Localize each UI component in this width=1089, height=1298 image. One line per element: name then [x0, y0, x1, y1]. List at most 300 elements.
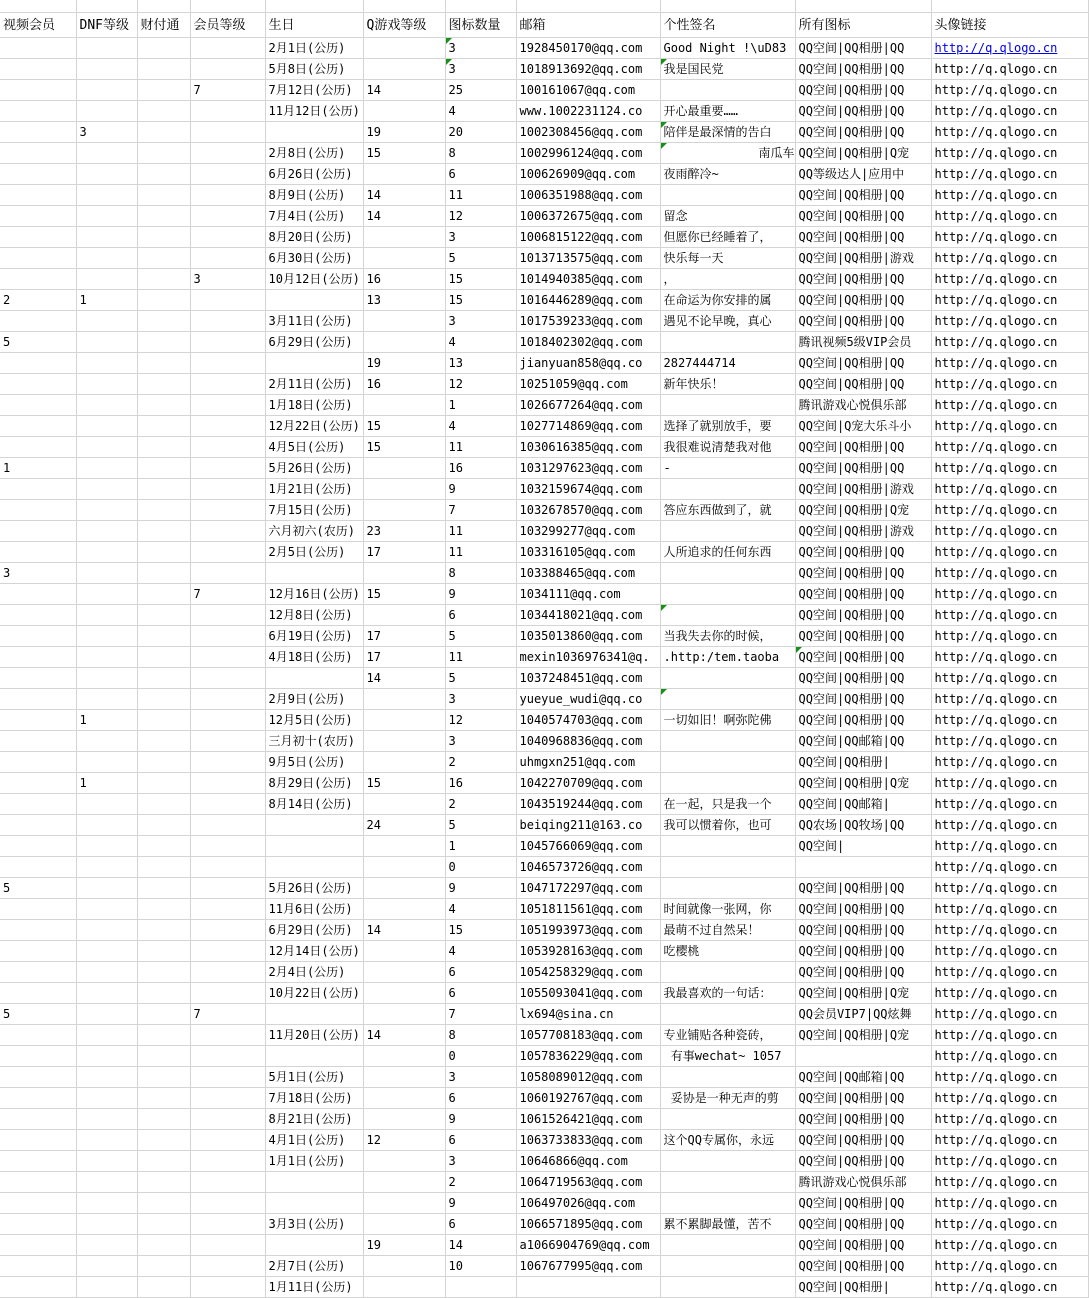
- cell-birthday[interactable]: 6月29日(公历): [265, 332, 363, 353]
- cell-video_vip[interactable]: [0, 185, 76, 206]
- cell-video_vip[interactable]: [0, 164, 76, 185]
- column-header-signature[interactable]: 个性签名: [660, 13, 795, 38]
- cell-signature[interactable]: 当我失去你的时候，: [660, 626, 795, 647]
- cell-signature[interactable]: [660, 1151, 795, 1172]
- cell-email[interactable]: 1055093041@qq.com: [516, 983, 660, 1004]
- cell-email[interactable]: 10251059@qq.com: [516, 374, 660, 395]
- cell-icon_count[interactable]: 6: [445, 1088, 516, 1109]
- cell-email[interactable]: yueyue_wudi@qq.co: [516, 689, 660, 710]
- cell-email[interactable]: 10646866@qq.com: [516, 1151, 660, 1172]
- cell-email[interactable]: 1013713575@qq.com: [516, 248, 660, 269]
- cell-game_level[interactable]: [363, 941, 445, 962]
- cell-game_level[interactable]: [363, 1172, 445, 1193]
- cell-email[interactable]: 1066571895@qq.com: [516, 1214, 660, 1235]
- cell-game_level[interactable]: [363, 500, 445, 521]
- cell-avatar_url[interactable]: http://q.qlogo.cn: [931, 605, 1088, 626]
- cell-email[interactable]: 1043519244@qq.com: [516, 794, 660, 815]
- cell-signature[interactable]: [660, 1277, 795, 1298]
- cell-video_vip[interactable]: [0, 731, 76, 752]
- cell-video_vip[interactable]: [0, 710, 76, 731]
- cell-tenpay[interactable]: [137, 1235, 190, 1256]
- cell-signature[interactable]: 有事wechat~ 1057: [660, 1046, 795, 1067]
- column-header-birthday[interactable]: 生日: [265, 13, 363, 38]
- cell-icon_count[interactable]: 8: [445, 1025, 516, 1046]
- cell-avatar_url[interactable]: http://q.qlogo.cn: [931, 689, 1088, 710]
- cell-tenpay[interactable]: [137, 794, 190, 815]
- cell-birthday[interactable]: 三月初十(农历): [265, 731, 363, 752]
- cell-icon_count[interactable]: 3: [445, 689, 516, 710]
- cell-dnf_level[interactable]: [76, 899, 137, 920]
- cell-tenpay[interactable]: [137, 311, 190, 332]
- cell-email[interactable]: 1032678570@qq.com: [516, 500, 660, 521]
- cell-game_level[interactable]: [363, 794, 445, 815]
- cell-signature[interactable]: [660, 1172, 795, 1193]
- cell-email[interactable]: 1051811561@qq.com: [516, 899, 660, 920]
- cell-tenpay[interactable]: [137, 773, 190, 794]
- cell-game_level[interactable]: 19: [363, 1235, 445, 1256]
- cell-tenpay[interactable]: [137, 101, 190, 122]
- cell-icons[interactable]: QQ空间|QQ相册|Q宠: [795, 773, 931, 794]
- cell-dnf_level[interactable]: 3: [76, 122, 137, 143]
- cell-game_level[interactable]: [363, 227, 445, 248]
- cell-signature[interactable]: [660, 563, 795, 584]
- cell-video_vip[interactable]: [0, 1067, 76, 1088]
- cell-vip_level[interactable]: [190, 437, 265, 458]
- cell-avatar_url[interactable]: http://q.qlogo.cn: [931, 962, 1088, 983]
- cell-signature[interactable]: [660, 605, 795, 626]
- cell-signature[interactable]: [660, 584, 795, 605]
- cell-tenpay[interactable]: [137, 857, 190, 878]
- cell-dnf_level[interactable]: [76, 1235, 137, 1256]
- cell-video_vip[interactable]: [0, 353, 76, 374]
- cell-avatar_url[interactable]: http://q.qlogo.cn: [931, 122, 1088, 143]
- cell-email[interactable]: 1018402302@qq.com: [516, 332, 660, 353]
- cell-avatar_url[interactable]: http://q.qlogo.cn: [931, 332, 1088, 353]
- cell-avatar_url[interactable]: http://q.qlogo.cn: [931, 416, 1088, 437]
- column-header-vip_level[interactable]: 会员等级: [190, 13, 265, 38]
- cell-dnf_level[interactable]: [76, 164, 137, 185]
- cell-icons[interactable]: QQ空间|QQ相册|QQ: [795, 290, 931, 311]
- cell-birthday[interactable]: 8月14日(公历): [265, 794, 363, 815]
- cell-icon_count[interactable]: 5: [445, 248, 516, 269]
- cell-birthday[interactable]: 8月9日(公历): [265, 185, 363, 206]
- cell-birthday[interactable]: [265, 290, 363, 311]
- cell-icons[interactable]: QQ空间|QQ相册|QQ: [795, 122, 931, 143]
- partial-cell-tenpay[interactable]: [137, 0, 190, 13]
- cell-signature[interactable]: 时间就像一张网，你: [660, 899, 795, 920]
- cell-vip_level[interactable]: [190, 1025, 265, 1046]
- cell-birthday[interactable]: [265, 563, 363, 584]
- cell-dnf_level[interactable]: [76, 1130, 137, 1151]
- cell-dnf_level[interactable]: [76, 500, 137, 521]
- cell-tenpay[interactable]: [137, 584, 190, 605]
- cell-avatar_url[interactable]: http://q.qlogo.cn: [931, 1046, 1088, 1067]
- cell-vip_level[interactable]: 7: [190, 80, 265, 101]
- cell-tenpay[interactable]: [137, 941, 190, 962]
- cell-signature[interactable]: [660, 1004, 795, 1025]
- cell-email[interactable]: 1053928163@qq.com: [516, 941, 660, 962]
- cell-game_level[interactable]: 23: [363, 521, 445, 542]
- cell-tenpay[interactable]: [137, 248, 190, 269]
- cell-tenpay[interactable]: [137, 1088, 190, 1109]
- cell-icon_count[interactable]: 16: [445, 458, 516, 479]
- cell-avatar_url[interactable]: http://q.qlogo.cn: [931, 731, 1088, 752]
- cell-email[interactable]: 1058089012@qq.com: [516, 1067, 660, 1088]
- cell-video_vip[interactable]: [0, 983, 76, 1004]
- cell-icon_count[interactable]: 13: [445, 353, 516, 374]
- cell-signature[interactable]: 一切如旧！啊弥陀佛: [660, 710, 795, 731]
- cell-icons[interactable]: QQ空间|QQ相册|QQ: [795, 1109, 931, 1130]
- partial-cell-icon_count[interactable]: [445, 0, 516, 13]
- cell-icons[interactable]: QQ空间|QQ相册|QQ: [795, 647, 931, 668]
- cell-email[interactable]: 1037248451@qq.com: [516, 668, 660, 689]
- cell-birthday[interactable]: 7月18日(公历): [265, 1088, 363, 1109]
- cell-birthday[interactable]: 8月21日(公历): [265, 1109, 363, 1130]
- cell-tenpay[interactable]: [137, 1004, 190, 1025]
- cell-video_vip[interactable]: [0, 899, 76, 920]
- cell-signature[interactable]: -: [660, 458, 795, 479]
- cell-signature[interactable]: 遇见不论早晚，真心: [660, 311, 795, 332]
- cell-game_level[interactable]: 14: [363, 1025, 445, 1046]
- cell-email[interactable]: 1030616385@qq.com: [516, 437, 660, 458]
- cell-tenpay[interactable]: [137, 1046, 190, 1067]
- cell-birthday[interactable]: 2月4日(公历): [265, 962, 363, 983]
- column-header-icon_count[interactable]: 图标数量: [445, 13, 516, 38]
- cell-video_vip[interactable]: [0, 752, 76, 773]
- cell-signature[interactable]: 人所追求的任何东西: [660, 542, 795, 563]
- partial-cell-birthday[interactable]: [265, 0, 363, 13]
- cell-icons[interactable]: QQ会员VIP7|QQ炫舞: [795, 1004, 931, 1025]
- cell-dnf_level[interactable]: [76, 668, 137, 689]
- cell-avatar_url[interactable]: http://q.qlogo.cn: [931, 941, 1088, 962]
- cell-vip_level[interactable]: [190, 773, 265, 794]
- cell-birthday[interactable]: [265, 1046, 363, 1067]
- cell-dnf_level[interactable]: [76, 542, 137, 563]
- cell-avatar_url[interactable]: http://q.qlogo.cn: [931, 647, 1088, 668]
- cell-icon_count[interactable]: 4: [445, 332, 516, 353]
- cell-video_vip[interactable]: [0, 1046, 76, 1067]
- cell-tenpay[interactable]: [137, 227, 190, 248]
- cell-vip_level[interactable]: [190, 1256, 265, 1277]
- cell-icons[interactable]: QQ空间|QQ相册|QQ: [795, 1256, 931, 1277]
- cell-game_level[interactable]: [363, 731, 445, 752]
- cell-game_level[interactable]: [363, 1109, 445, 1130]
- cell-vip_level[interactable]: [190, 920, 265, 941]
- cell-icons[interactable]: QQ空间|QQ相册|QQ: [795, 605, 931, 626]
- cell-game_level[interactable]: 15: [363, 416, 445, 437]
- cell-video_vip[interactable]: [0, 941, 76, 962]
- cell-game_level[interactable]: 17: [363, 542, 445, 563]
- cell-vip_level[interactable]: [190, 1109, 265, 1130]
- cell-avatar_url[interactable]: http://q.qlogo.cn: [931, 185, 1088, 206]
- cell-icons[interactable]: 腾讯游戏心悦俱乐部: [795, 1172, 931, 1193]
- cell-icon_count[interactable]: 2: [445, 1172, 516, 1193]
- cell-icon_count[interactable]: 8: [445, 563, 516, 584]
- cell-game_level[interactable]: [363, 479, 445, 500]
- cell-icons[interactable]: [795, 857, 931, 878]
- cell-vip_level[interactable]: [190, 563, 265, 584]
- cell-icons[interactable]: QQ农场|QQ牧场|QQ: [795, 815, 931, 836]
- cell-birthday[interactable]: 12月16日(公历): [265, 584, 363, 605]
- partial-cell-video_vip[interactable]: [0, 0, 76, 13]
- cell-game_level[interactable]: [363, 458, 445, 479]
- cell-icon_count[interactable]: 10: [445, 1256, 516, 1277]
- cell-tenpay[interactable]: [137, 668, 190, 689]
- cell-avatar_url[interactable]: http://q.qlogo.cn: [931, 1193, 1088, 1214]
- cell-tenpay[interactable]: [137, 1130, 190, 1151]
- cell-avatar_url[interactable]: http://q.qlogo.cn: [931, 143, 1088, 164]
- cell-email[interactable]: 1063733833@qq.com: [516, 1130, 660, 1151]
- cell-birthday[interactable]: [265, 668, 363, 689]
- cell-birthday[interactable]: 11月6日(公历): [265, 899, 363, 920]
- cell-avatar_url[interactable]: http://q.qlogo.cn: [931, 1151, 1088, 1172]
- cell-tenpay[interactable]: [137, 647, 190, 668]
- cell-icons[interactable]: 腾讯视频5级VIP会员: [795, 332, 931, 353]
- cell-video_vip[interactable]: [0, 668, 76, 689]
- cell-tenpay[interactable]: [137, 752, 190, 773]
- cell-birthday[interactable]: 12月22日(公历): [265, 416, 363, 437]
- cell-icons[interactable]: QQ空间|QQ相册|: [795, 1277, 931, 1298]
- cell-vip_level[interactable]: [190, 794, 265, 815]
- cell-icons[interactable]: QQ空间|QQ相册|QQ: [795, 962, 931, 983]
- cell-birthday[interactable]: 4月18日(公历): [265, 647, 363, 668]
- cell-icons[interactable]: QQ空间|QQ相册|QQ: [795, 38, 931, 59]
- cell-email[interactable]: 1018913692@qq.com: [516, 59, 660, 80]
- cell-icon_count[interactable]: 6: [445, 164, 516, 185]
- cell-icons[interactable]: QQ空间|QQ邮箱|: [795, 794, 931, 815]
- cell-tenpay[interactable]: [137, 1025, 190, 1046]
- cell-video_vip[interactable]: [0, 227, 76, 248]
- cell-birthday[interactable]: [265, 1004, 363, 1025]
- cell-avatar_url[interactable]: http://q.qlogo.cn: [931, 500, 1088, 521]
- cell-email[interactable]: 1017539233@qq.com: [516, 311, 660, 332]
- cell-email[interactable]: 1034111@qq.com: [516, 584, 660, 605]
- cell-dnf_level[interactable]: [76, 143, 137, 164]
- cell-signature[interactable]: 答应东西做到了，就: [660, 500, 795, 521]
- cell-dnf_level[interactable]: [76, 584, 137, 605]
- cell-email[interactable]: 1047172297@qq.com: [516, 878, 660, 899]
- cell-signature[interactable]: [660, 1256, 795, 1277]
- cell-video_vip[interactable]: [0, 521, 76, 542]
- cell-game_level[interactable]: [363, 1004, 445, 1025]
- cell-game_level[interactable]: [363, 752, 445, 773]
- cell-vip_level[interactable]: [190, 1088, 265, 1109]
- cell-signature[interactable]: 妥协是一种无声的剪: [660, 1088, 795, 1109]
- cell-icon_count[interactable]: 14: [445, 1235, 516, 1256]
- cell-icon_count[interactable]: 3: [445, 1067, 516, 1088]
- cell-video_vip[interactable]: [0, 542, 76, 563]
- cell-game_level[interactable]: 17: [363, 647, 445, 668]
- cell-video_vip[interactable]: [0, 626, 76, 647]
- cell-email[interactable]: 1026677264@qq.com: [516, 395, 660, 416]
- cell-signature[interactable]: 我最喜欢的一句话：: [660, 983, 795, 1004]
- partial-cell-game_level[interactable]: [363, 0, 445, 13]
- cell-video_vip[interactable]: 2: [0, 290, 76, 311]
- cell-email[interactable]: 100161067@qq.com: [516, 80, 660, 101]
- cell-email[interactable]: 1035013860@qq.com: [516, 626, 660, 647]
- cell-dnf_level[interactable]: [76, 374, 137, 395]
- cell-vip_level[interactable]: [190, 416, 265, 437]
- cell-icons[interactable]: QQ空间|QQ相册|QQ: [795, 59, 931, 80]
- cell-signature[interactable]: 新年快乐！: [660, 374, 795, 395]
- column-header-email[interactable]: 邮箱: [516, 13, 660, 38]
- cell-game_level[interactable]: [363, 59, 445, 80]
- cell-video_vip[interactable]: [0, 1025, 76, 1046]
- cell-dnf_level[interactable]: [76, 521, 137, 542]
- cell-icons[interactable]: QQ空间|QQ邮箱|QQ: [795, 1067, 931, 1088]
- cell-email[interactable]: 1002308456@qq.com: [516, 122, 660, 143]
- cell-tenpay[interactable]: [137, 1193, 190, 1214]
- cell-dnf_level[interactable]: 1: [76, 710, 137, 731]
- column-header-game_level[interactable]: Q游戏等级: [363, 13, 445, 38]
- cell-signature[interactable]: 最萌不过自然呆！: [660, 920, 795, 941]
- cell-avatar_url[interactable]: http://q.qlogo.cn: [931, 1025, 1088, 1046]
- cell-dnf_level[interactable]: [76, 794, 137, 815]
- cell-avatar_url[interactable]: http://q.qlogo.cn: [931, 248, 1088, 269]
- cell-birthday[interactable]: 3月11日(公历): [265, 311, 363, 332]
- cell-dnf_level[interactable]: [76, 962, 137, 983]
- cell-email[interactable]: 1057836229@qq.com: [516, 1046, 660, 1067]
- cell-vip_level[interactable]: [190, 1046, 265, 1067]
- cell-signature[interactable]: 累不累脚最懂，苦不: [660, 1214, 795, 1235]
- cell-tenpay[interactable]: [137, 395, 190, 416]
- cell-vip_level[interactable]: [190, 1193, 265, 1214]
- cell-birthday[interactable]: [265, 836, 363, 857]
- cell-tenpay[interactable]: [137, 437, 190, 458]
- cell-tenpay[interactable]: [137, 185, 190, 206]
- cell-dnf_level[interactable]: [76, 1067, 137, 1088]
- cell-game_level[interactable]: [363, 857, 445, 878]
- cell-birthday[interactable]: 6月19日(公历): [265, 626, 363, 647]
- cell-tenpay[interactable]: [137, 164, 190, 185]
- cell-signature[interactable]: [660, 878, 795, 899]
- cell-game_level[interactable]: 15: [363, 584, 445, 605]
- cell-icons[interactable]: QQ空间|QQ邮箱|QQ: [795, 731, 931, 752]
- cell-icon_count[interactable]: 6: [445, 1214, 516, 1235]
- cell-icon_count[interactable]: 12: [445, 206, 516, 227]
- cell-icons[interactable]: 腾讯游戏心悦俱乐部: [795, 395, 931, 416]
- cell-game_level[interactable]: [363, 332, 445, 353]
- cell-video_vip[interactable]: [0, 248, 76, 269]
- cell-video_vip[interactable]: [0, 605, 76, 626]
- cell-signature[interactable]: 留念: [660, 206, 795, 227]
- cell-game_level[interactable]: [363, 38, 445, 59]
- cell-icons[interactable]: QQ空间|QQ相册|Q宠: [795, 983, 931, 1004]
- cell-vip_level[interactable]: [190, 941, 265, 962]
- cell-dnf_level[interactable]: [76, 647, 137, 668]
- cell-email[interactable]: 1006351988@qq.com: [516, 185, 660, 206]
- cell-tenpay[interactable]: [137, 479, 190, 500]
- cell-vip_level[interactable]: [190, 353, 265, 374]
- cell-signature[interactable]: [660, 185, 795, 206]
- cell-vip_level[interactable]: [190, 1130, 265, 1151]
- cell-birthday[interactable]: 六月初六(农历): [265, 521, 363, 542]
- cell-avatar_url[interactable]: http://q.qlogo.cn: [931, 1214, 1088, 1235]
- cell-avatar_url[interactable]: http://q.qlogo.cn: [931, 668, 1088, 689]
- cell-birthday[interactable]: 7月12日(公历): [265, 80, 363, 101]
- cell-avatar_url[interactable]: http://q.qlogo.cn: [931, 626, 1088, 647]
- cell-vip_level[interactable]: [190, 647, 265, 668]
- cell-vip_level[interactable]: [190, 122, 265, 143]
- cell-icon_count[interactable]: 11: [445, 542, 516, 563]
- cell-game_level[interactable]: [363, 1067, 445, 1088]
- cell-dnf_level[interactable]: [76, 731, 137, 752]
- cell-game_level[interactable]: 14: [363, 206, 445, 227]
- cell-game_level[interactable]: 16: [363, 269, 445, 290]
- cell-avatar_url[interactable]: http://q.qlogo.cn: [931, 710, 1088, 731]
- cell-signature[interactable]: 南瓜车: [660, 143, 795, 164]
- cell-icon_count[interactable]: 4: [445, 101, 516, 122]
- cell-dnf_level[interactable]: [76, 1025, 137, 1046]
- cell-avatar_url[interactable]: http://q.qlogo.cn: [931, 815, 1088, 836]
- column-header-dnf_level[interactable]: DNF等级: [76, 13, 137, 38]
- cell-avatar_url[interactable]: http://q.qlogo.cn: [931, 920, 1088, 941]
- cell-video_vip[interactable]: [0, 269, 76, 290]
- cell-icon_count[interactable]: 11: [445, 647, 516, 668]
- cell-avatar_url[interactable]: http://q.qlogo.cn: [931, 164, 1088, 185]
- cell-video_vip[interactable]: 5: [0, 1004, 76, 1025]
- cell-email[interactable]: 1057708183@qq.com: [516, 1025, 660, 1046]
- cell-birthday[interactable]: [265, 857, 363, 878]
- cell-birthday[interactable]: 3月3日(公历): [265, 1214, 363, 1235]
- cell-video_vip[interactable]: [0, 38, 76, 59]
- cell-tenpay[interactable]: [137, 38, 190, 59]
- cell-video_vip[interactable]: [0, 206, 76, 227]
- cell-tenpay[interactable]: [137, 1109, 190, 1130]
- cell-signature[interactable]: 开心最重要……: [660, 101, 795, 122]
- cell-tenpay[interactable]: [137, 80, 190, 101]
- cell-email[interactable]: 1928450170@qq.com: [516, 38, 660, 59]
- cell-avatar_url[interactable]: http://q.qlogo.cn: [931, 1088, 1088, 1109]
- cell-tenpay[interactable]: [137, 122, 190, 143]
- cell-icon_count[interactable]: 3: [445, 227, 516, 248]
- cell-icons[interactable]: QQ空间|QQ相册|QQ: [795, 1193, 931, 1214]
- cell-icons[interactable]: QQ空间|QQ相册|游戏: [795, 479, 931, 500]
- cell-dnf_level[interactable]: [76, 227, 137, 248]
- cell-vip_level[interactable]: [190, 731, 265, 752]
- cell-game_level[interactable]: [363, 1193, 445, 1214]
- cell-icon_count[interactable]: 5: [445, 626, 516, 647]
- cell-video_vip[interactable]: [0, 1151, 76, 1172]
- cell-signature[interactable]: [660, 521, 795, 542]
- cell-tenpay[interactable]: [137, 815, 190, 836]
- cell-icons[interactable]: QQ空间|QQ相册|QQ: [795, 311, 931, 332]
- cell-birthday[interactable]: 2月8日(公历): [265, 143, 363, 164]
- cell-tenpay[interactable]: [137, 500, 190, 521]
- cell-dnf_level[interactable]: [76, 353, 137, 374]
- cell-video_vip[interactable]: 3: [0, 563, 76, 584]
- cell-icon_count[interactable]: 0: [445, 1046, 516, 1067]
- cell-dnf_level[interactable]: [76, 1214, 137, 1235]
- cell-icons[interactable]: QQ空间|QQ相册|QQ: [795, 689, 931, 710]
- cell-tenpay[interactable]: [137, 332, 190, 353]
- cell-icons[interactable]: QQ空间|QQ相册|QQ: [795, 1235, 931, 1256]
- cell-avatar_url[interactable]: http://q.qlogo.cn: [931, 521, 1088, 542]
- cell-vip_level[interactable]: [190, 500, 265, 521]
- cell-vip_level[interactable]: [190, 458, 265, 479]
- cell-signature[interactable]: 专业铺贴各种瓷砖，: [660, 1025, 795, 1046]
- cell-dnf_level[interactable]: [76, 416, 137, 437]
- cell-icons[interactable]: QQ空间|QQ相册|QQ: [795, 878, 931, 899]
- cell-avatar_url[interactable]: http://q.qlogo.cn: [931, 1004, 1088, 1025]
- cell-birthday[interactable]: 7月15日(公历): [265, 500, 363, 521]
- cell-icons[interactable]: QQ空间|QQ相册|QQ: [795, 1151, 931, 1172]
- cell-game_level[interactable]: [363, 878, 445, 899]
- cell-email[interactable]: 100626909@qq.com: [516, 164, 660, 185]
- cell-signature[interactable]: [660, 836, 795, 857]
- cell-email[interactable]: 103388465@qq.com: [516, 563, 660, 584]
- cell-game_level[interactable]: [363, 1088, 445, 1109]
